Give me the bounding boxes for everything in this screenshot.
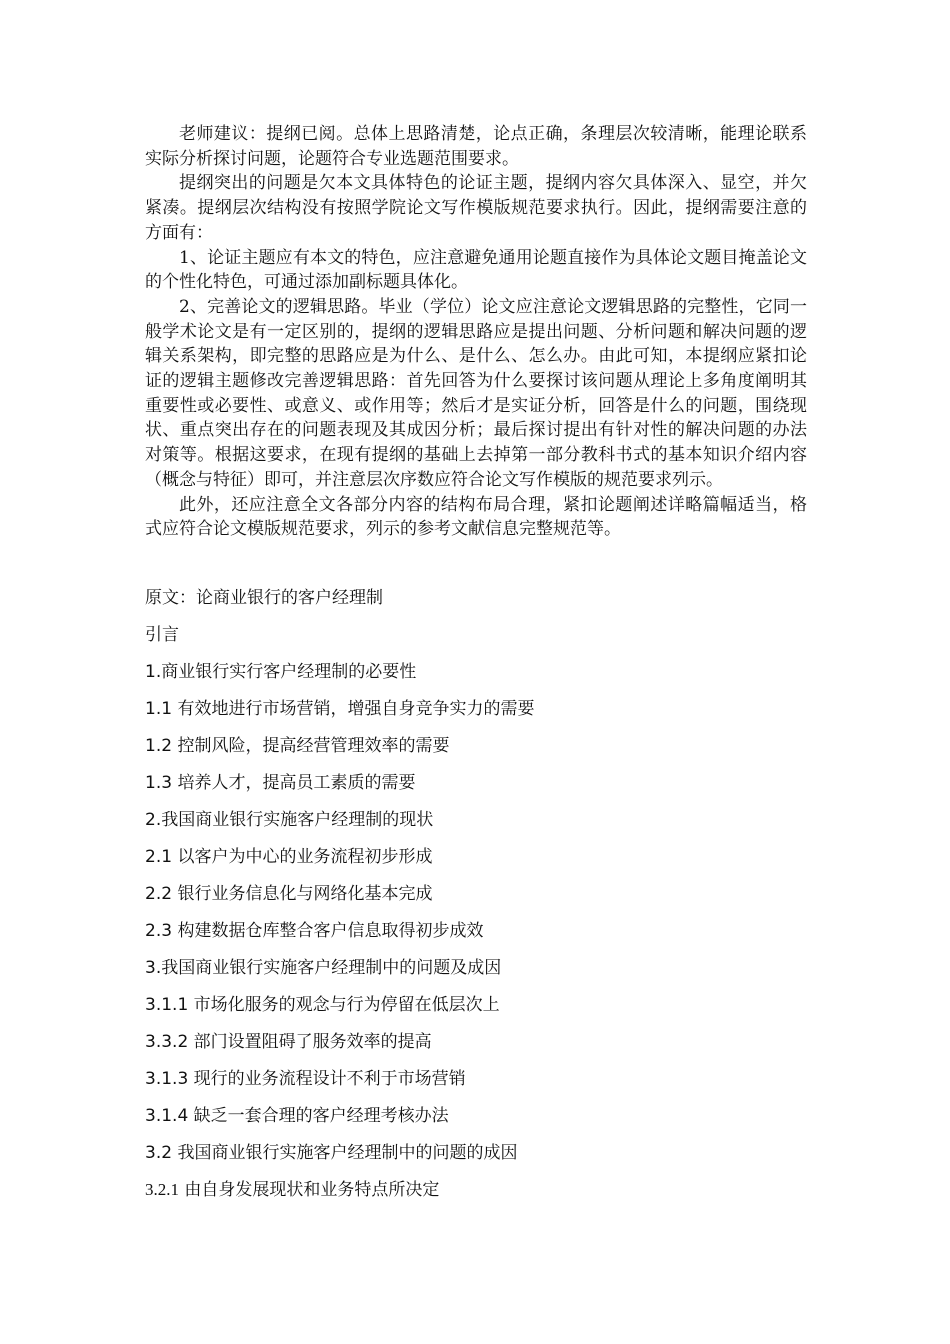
- outline-item-number: 3.3.2: [145, 1032, 189, 1052]
- outline-item-number: 3.1.3: [145, 1069, 189, 1089]
- outline-item-number: 2.3: [145, 921, 173, 941]
- outline-item-number: 2.: [145, 810, 162, 830]
- outline-item: [145, 843, 807, 880]
- outline-item-number: 1.1: [145, 699, 173, 719]
- outline-item: [145, 1065, 807, 1102]
- outline-item-number: 3.: [145, 958, 162, 978]
- comment-paragraph-2: 提纲突出的问题是欠本文具体特色的论证主题，提纲内容欠具体深入、显空，并欠紧凑。提纲层次结构没有按照学院论文写作模版规范要求执行。因此，提纲需要注意的方面有：: [145, 173, 807, 243]
- comment-paragraph-4: 2、完善论文的逻辑思路。毕业（学位）论文应注意论文逻辑思路的完整性，它同一般学术论文是有一定区别的，提纲的逻辑思路应是提出问题、分析问题和解决问题的逻辑关系架构，即完整的思路应是为什么、是什么、怎么办。由此可知，本提纲应紧扣论证的逻辑主题修改完善逻辑思路：首先回答为什么要探讨该问题从理论上多角度阐明其重要性或必要性、或意义、或作用等；然后才是实证分析，回答是什么的问题，围绕现状、重点突出存在的问题表现及其成因分析；最后探讨提出有针对性的解决问题的办法对策等。根据这要求，在现有提纲的基础上去掉第一部分教科书式的基本知识介绍内容（概念与特征）即可，并注意层次序数应符合论文写作模版的规范要求列示。: [145, 296, 807, 490]
- outline-item-text: 部门设置阻碍了服务效率的提高: [188, 1032, 432, 1052]
- outline-item: [145, 1139, 807, 1176]
- outline-item-text: 以客户为中心的业务流程初步形成: [172, 847, 433, 867]
- outline-item: [145, 732, 807, 769]
- outline-item-text: 我国商业银行实施客户经理制中的问题及成因: [161, 958, 502, 978]
- outline-item: [145, 1102, 807, 1139]
- outline-item: [145, 991, 807, 1028]
- outline-item-number: 2.2: [145, 884, 173, 904]
- comment-paragraph-3: 1、论证主题应有本文的特色，应注意避免通用论题直接作为具体论文题目掩盖论文的个性化特色，可通过添加副标题具体化。: [145, 247, 807, 293]
- outline-item-number: 1.3: [145, 773, 173, 793]
- outline-item-text: 现行的业务流程设计不利于市场营销: [188, 1069, 466, 1089]
- outline-item-text: 由自身发展现状和业务特点所决定: [179, 1180, 440, 1200]
- outline-item-number: 3.2: [145, 1143, 173, 1163]
- outline-item: [145, 880, 807, 917]
- outline-item: [145, 806, 807, 843]
- outline-item-last: [145, 1176, 807, 1213]
- comment-paragraph-5: 此外，还应注意全文各部分内容的结构布局合理，紧扣论题阐述详略篇幅适当，格式应符合论文模版规范要求，列示的参考文献信息完整规范等。: [145, 494, 807, 540]
- outline-intro: 引言: [145, 625, 179, 645]
- outline-item: [145, 658, 807, 695]
- outline-item: [145, 917, 807, 954]
- outline-item-text: 我国商业银行实施客户经理制的现状: [161, 810, 434, 830]
- outline-item-text: 构建数据仓库整合客户信息取得初步成效: [172, 921, 484, 941]
- outline-item-number: 3.1.1: [145, 995, 189, 1015]
- outline-item-number: 1.: [145, 662, 162, 682]
- outline-item: [145, 954, 807, 991]
- outline-item-text: 缺乏一套合理的客户经理考核办法: [188, 1106, 449, 1126]
- outline-item-text: 市场化服务的观念与行为停留在低层次上: [188, 995, 500, 1015]
- outline-item-text: 我国商业银行实施客户经理制中的问题的成因: [172, 1143, 518, 1163]
- outline-item-text: 有效地进行市场营销，增强自身竞争实力的需要: [172, 699, 535, 719]
- outline-item-number: 3.2.1: [145, 1180, 179, 1199]
- outline-item-text: 银行业务信息化与网络化基本完成: [172, 884, 433, 904]
- outline-item-number: 1.2: [145, 736, 173, 756]
- outline-title: 原文：论商业银行的客户经理制: [145, 588, 383, 608]
- outline-item: [145, 1028, 807, 1065]
- outline-item: [145, 769, 807, 806]
- outline-item-text: 控制风险，提高经营管理效率的需要: [172, 736, 450, 756]
- comment-paragraph-1: 老师建议：提纲已阅。总体上思路清楚，论点正确，条理层次较清晰，能理论联系实际分析探讨问题，论题符合专业选题范围要求。: [145, 124, 807, 169]
- outline-item-text: 培养人才，提高员工素质的需要: [172, 773, 416, 793]
- outline: [145, 584, 807, 1213]
- outline-item: [145, 695, 807, 732]
- outline-item-text: 商业银行实行客户经理制的必要性: [161, 662, 417, 682]
- outline-item-number: 3.1.4: [145, 1106, 189, 1126]
- outline-item-number: 2.1: [145, 847, 173, 867]
- teacher-comment: [145, 122, 807, 542]
